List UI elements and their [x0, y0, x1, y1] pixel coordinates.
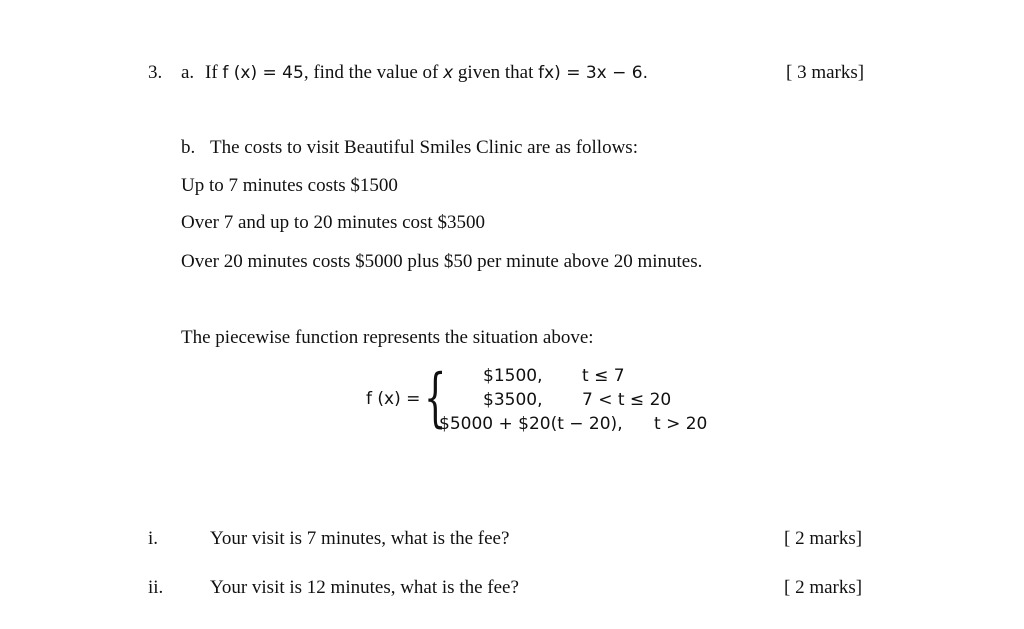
sub-question-ii-text: Your visit is 12 minutes, what is the fee?: [210, 577, 519, 598]
piecewise-row-1-condition: t ≤ 7: [582, 366, 625, 386]
piecewise-row-2-value: $3500,: [483, 390, 543, 410]
part-a-text: [205, 62, 648, 84]
piecewise-row-1-value: $1500,: [483, 366, 543, 386]
part-a-text-1: If: [205, 62, 223, 83]
cost-line-2: Over 7 and up to 20 minutes cost $3500: [181, 212, 485, 233]
piecewise-row-2-condition: 7 < t ≤ 20: [582, 390, 672, 410]
piecewise-row-3-value: $5000 + $20(t − 20),: [439, 414, 623, 434]
part-b-intro: The costs to visit Beautiful Smiles Clinic are as follows:: [210, 137, 638, 158]
part-a-math-3: fx) = 3x − 6.: [538, 63, 649, 83]
part-b-label: b.: [181, 137, 196, 158]
sub-question-i-label: i.: [148, 528, 159, 549]
cost-line-1: Up to 7 minutes costs $1500: [181, 175, 398, 196]
cost-line-3: Over 20 minutes costs $5000 plus $50 per minute above 20 minutes.: [181, 251, 703, 272]
part-a-math-1: f (x) = 45: [222, 63, 304, 83]
piecewise-function-label: f (x) =: [366, 389, 421, 409]
part-a-text-3: given that: [453, 62, 539, 83]
sub-question-ii-marks: [ 2 marks]: [784, 577, 863, 598]
piecewise-brace: {: [424, 361, 447, 435]
part-a-marks: [ 3 marks]: [786, 62, 865, 83]
question-number: 3.: [148, 62, 163, 83]
part-a-math-2: x: [443, 63, 454, 83]
sub-question-ii-label: ii.: [148, 577, 164, 598]
sub-question-i-marks: [ 2 marks]: [784, 528, 863, 549]
piecewise-intro: The piecewise function represents the situation above:: [181, 327, 594, 348]
part-a-text-2: , find the value of: [303, 62, 444, 83]
sub-question-i-text: Your visit is 7 minutes, what is the fee?: [210, 528, 510, 549]
part-a-label: a.: [181, 62, 195, 83]
piecewise-row-3-condition: t > 20: [654, 414, 708, 434]
